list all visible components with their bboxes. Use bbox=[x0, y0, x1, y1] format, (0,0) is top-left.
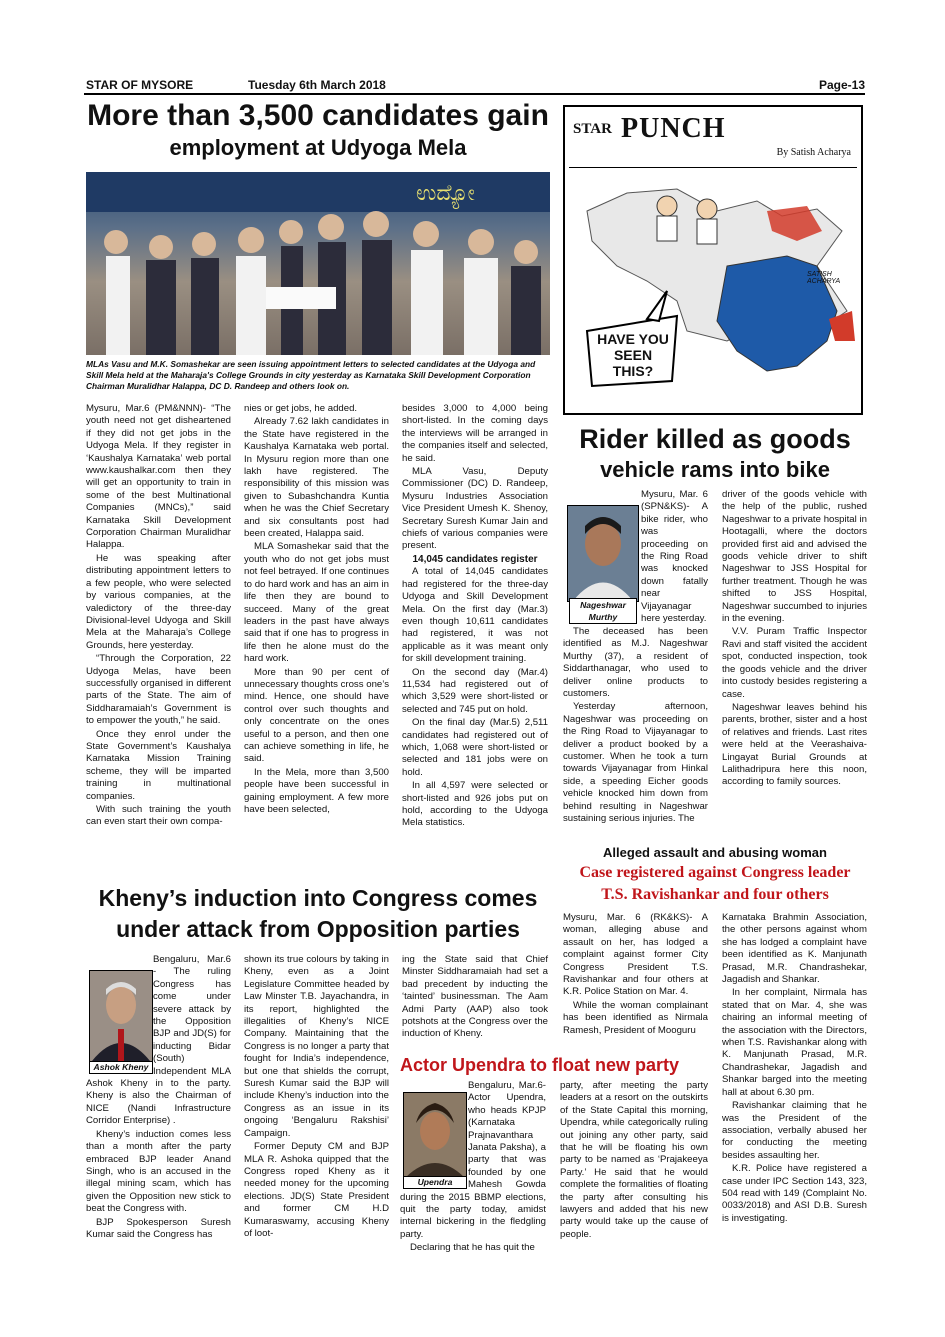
masthead-paper: STAR OF MYSORE bbox=[86, 78, 194, 92]
story1-headline-line1: More than 3,500 candidates gain bbox=[87, 99, 549, 132]
paragraph: Karnataka Brahmin Association, the other persons against whom she has lodged a complaint have been identified as K. Manjunath Prasad, M.R. Chandrashekar, Jagadish and Shankar. bbox=[722, 912, 867, 986]
story3-headline-line1: Case registered against Congress leader bbox=[579, 864, 851, 881]
story2-headline-line1: Rider killed as goods bbox=[579, 424, 851, 454]
paragraph: In her complaint, Nirmala has stated that on Mar. 4, she was chairing an informal meeting of the association with the Directors, when T.S. Ravishankar along with K. Manjunath Prasad, M.R. Chandrashekar, Jagadish and Shankar barged into the meeting hall at about 6.30 pm. bbox=[722, 987, 867, 1098]
paragraph: Declaring that he has quit the bbox=[410, 1242, 535, 1254]
story2-headline bbox=[563, 425, 867, 482]
story3-headline-line2: T.S. Ravishankar and four others bbox=[601, 886, 829, 903]
cartoon-punch: PUNCH bbox=[621, 113, 726, 144]
story1-headline-line2: employment at Udyoga Mela bbox=[169, 135, 467, 161]
masthead-date: Tuesday 6th March 2018 bbox=[248, 78, 386, 92]
paragraph: besides 3,000 to 4,000 being short-listed. In the coming days the interviews will be arranged in the companies itself and selected, he said. bbox=[402, 403, 548, 464]
story2-col1 bbox=[563, 489, 708, 827]
story5-col1 bbox=[400, 1080, 546, 1256]
group-photo-illustration bbox=[86, 172, 550, 355]
story1-caption: MLAs Vasu and M.K. Somashekar are seen issuing appointment letters to selected candidates at the Udyoga and Skill Mela held at the Maharaja's College Grounds in city yesterday as Karnataka Skill Development Corporation Chairman Muralidhar Halappa, DC D. Randeep and others look on. bbox=[86, 359, 536, 391]
story5-lead-text: Bengaluru, Mar.6- Actor Upendra, who heads KPJP (Karnataka Prajnavanthara Janata Paksha), a party that was founded by one Mahesh Gowda during the 2015 BBMP elections, quit the party today, amidst internal bickering in the fledgling party. bbox=[400, 1080, 546, 1240]
kheny-caption: Ashok Kheny bbox=[89, 1061, 153, 1074]
cartoon-signature: SATISH ACHARYA bbox=[807, 271, 841, 285]
paragraph: V.V. Puram Traffic Inspector Ravi and staff visited the accident spot, conducted inspection, took the goods vehicle and the driver into custody besides registering a case. bbox=[722, 626, 867, 700]
page-number: Page-13 bbox=[818, 78, 865, 92]
paragraph: Mysuru, Mar. 6 (SPN&KS)- A bike rider, who was proceeding on the Ring Road was knocked down fatally near Vijayanagar here yesterday. bbox=[641, 489, 708, 625]
paragraph: K.R. Police have registered a case under IPC Section 143, 323, 504 read with 149 (Complaint No. 0033/2018) and ASI D.B. Suresh is investigating. bbox=[722, 1163, 867, 1224]
story3-col2 bbox=[722, 912, 867, 1226]
story1-col3 bbox=[402, 403, 548, 831]
paragraph: A total of 14,045 candidates had registered for the three-day Udyoga and Skill Development Mela. On the first day (Mar.3) even though 10,611 candidates had registered, it was not applicable as it was meant only for skill development training. bbox=[402, 566, 548, 665]
story3-col1 bbox=[563, 912, 708, 1038]
cartoon-speech-bubble: HAVE YOU SEEN THIS? bbox=[597, 331, 669, 379]
paragraph: He was speaking after distributing appointment letters to a few people, who were selected by various companies, at the valedictory of the three-day Divisional-level Udyoga and Skill Mela at the Maharaja’s College Grounds, here yesterday. bbox=[86, 552, 231, 651]
paragraph: MLA Somashekar said that the youth who do not get jobs must not feel betrayed. If one continues to do hard work and has an aim in life then they are bound to succeed. Many of the great leaders in the past have always said that if one has to progress in life then he alone must do the hard work. bbox=[244, 541, 389, 665]
paragraph: “Through the Corporation, 22 Udyoga Melas, have been successfully organised in different parts of the State. The aim of Siddharamaiah’s Government is to empower the youth,” he said. bbox=[86, 653, 231, 727]
story2-headline-line2: vehicle rams into bike bbox=[600, 457, 830, 483]
story4-col2 bbox=[244, 954, 389, 1241]
cartoon-star: STAR bbox=[573, 121, 612, 137]
nageshwar-caption: Nageshwar Murthy bbox=[569, 598, 637, 624]
story1-subhead: 14,045 candidates register bbox=[412, 553, 538, 565]
header-rule bbox=[84, 93, 865, 95]
paragraph: While the woman complainant has been identified as Nirmala Ramesh, President of Mooguru bbox=[563, 999, 708, 1036]
paragraph: BJP Spokesperson Suresh Kumar said the Congress has bbox=[86, 1216, 231, 1240]
photo-wrap-spacer bbox=[86, 954, 153, 1066]
svg-text:ಉದ್ಯೋ: ಉದ್ಯೋ bbox=[416, 181, 475, 206]
paragraph: Ravishankar claiming that he was the President of the association, verbally abused her for conducting the meeting besides assaulting her. bbox=[722, 1100, 867, 1161]
story4-headline-line2: under attack from Opposition parties bbox=[116, 915, 520, 942]
story5-col2 bbox=[560, 1080, 708, 1242]
cartoon-rule bbox=[569, 167, 857, 168]
udyoga-mela-photo bbox=[86, 172, 550, 355]
paragraph bbox=[86, 954, 231, 1128]
paragraph: driver of the goods vehicle with the help of the public, rushed Nageshwar to a private hospital in Hootagalli, where the doctors provided first aid and advised the goods vehicle driver to shift Nageshwar to JSS Hospital for further treatment. Though he was shifted to JSS Hospital, Nageshwar succumbed to injuries in the evening. bbox=[722, 489, 867, 625]
paragraph: Mysuru, Mar.6 (PM&NNN)- “The youth need not get disheartened if they did not get jobs in the Udyoga Mela. If they register in ‘Kaushalya Karnataka’ web portal www.kaushalkar.com then they will get an opportunity to train in some of the best Multinational Companies (MNCs),” said Karnataka Skill Development Corporation Chairman Muralidhar Halappa. bbox=[86, 403, 231, 551]
upendra-caption: Upendra bbox=[403, 1176, 467, 1189]
paragraph: On the final day (Mar.5) 2,511 candidates had registered out of which, 1,068 were short-listed or selected and 181 jobs were on hold. bbox=[402, 717, 548, 778]
story4-col1 bbox=[86, 954, 231, 1242]
paragraph: nies or get jobs, he added. bbox=[244, 403, 358, 414]
paragraph: Once they enrol under the State Government’s Kaushalya Karnataka Mission Training scheme, they will be imparted training in multinational companies. bbox=[86, 728, 231, 802]
story4-col3 bbox=[402, 954, 548, 1042]
paragraph: ing the State said that Chief Minster Siddharamaiah had set a bad precedent by inducting the ‘tainted’ businessman. The Aam Admi Party (AAP) also took potshots at the Congress over the induction of Kheny. bbox=[402, 954, 548, 1040]
paragraph: party, after meeting the party leaders at a resort on the outskirts of the State Capital this morning, Upendra, while categorically ruling out joining any other party, said that he will be floating his own party to be named as ‘Prajakeeya Party.’ He said that he would complete the formalities of floating the party after consulting his lawyers and added that his new party would take up the cause of people. bbox=[560, 1080, 708, 1240]
paragraph: With such training the youth can even start their own compa- bbox=[86, 804, 231, 828]
paragraph bbox=[400, 1080, 546, 1241]
paragraph: More than 90 per cent of unnecessary thoughts cross one’s mind. Hence, one should have control over such thoughts and only concentrate on the ones useful to a person, and then one can achieve something in life, he said. bbox=[244, 666, 389, 765]
story1-col1 bbox=[86, 403, 231, 830]
story1-headline bbox=[84, 100, 552, 160]
story4-headline-line1: Kheny’s induction into Congress comes bbox=[98, 885, 538, 911]
story4-lead-text: Bengaluru, Mar.6 - The ruling Congress has come under severe attack by the Opposition BJP and JD(S) for inducting Bidar (South) Independent MLA Ashok Kheny in to the party. Kheny is also the Chairman of NICE (Nandi Infrastructure Corridor Enterprise) . bbox=[86, 954, 231, 1127]
paragraph: On the second day (Mar.4) 11,534 had registered out of which 3,529 were short-listed or selected and 745 put on hold. bbox=[402, 666, 548, 715]
paragraph: The deceased has been identified as M.J. Nageshwar Murthy (37), a resident of Siddarthanagar, who used to deliver online products to customers. bbox=[563, 626, 708, 700]
cartoon-map-illustration bbox=[567, 171, 859, 411]
photo-wrap-spacer bbox=[400, 1080, 468, 1190]
paragraph: In all 4,597 were selected or short-listed and 926 jobs put on hold, according to the Udyoga Mela statistics. bbox=[402, 780, 548, 829]
story3-kicker: Alleged assault and abusing woman bbox=[603, 845, 827, 860]
paragraph: Yesterday afternoon, Nageshwar was proceeding on the Ring Road to Vijayanagar to deliver a product booked by a customer. When he took a turn towards Vijayanagar from Hinkal side, a speeding Eicher goods vehicle knocked him down from behind resulting in Nageshwar sustaining serious injuries. The bbox=[563, 701, 708, 825]
story2-col2 bbox=[722, 489, 867, 790]
paragraph: Kheny’s induction comes less than a month after the party embraced BJP leader Anand Singh, who is an accused in the illegal mining scam, which has given the Opposition new stick to beat the Congress with. bbox=[86, 1128, 231, 1215]
star-punch-cartoon bbox=[563, 105, 863, 415]
story5-headline: Actor Upendra to float new party bbox=[400, 1055, 680, 1075]
paragraph: In the Mela, more than 3,500 people have been successful in gaining employment. A few more have been selected, bbox=[244, 766, 389, 815]
paragraph: Former Deputy CM and BJP MLA R. Ashoka quipped that the Congress roped Kheny as it needed money for the upcoming elections. JD(S) State President and former CM H.D Kumaraswamy, accusing Kheny of loot- bbox=[244, 1141, 389, 1239]
cartoon-byline: By Satish Acharya bbox=[776, 147, 851, 158]
paragraph: shown its true colours by taking in Kheny, even as a Joint Legislature Committee headed by Law Minster T.B. Jayachandra, in its report, highlighted the illegalities of Kheny’s NICE Company. Maintaining that the Congress is no longer a party that fought for India’s independence, but one that shields the corrupt, Suresh Kumar said the BJP will include Kheny’s induction into the Congress as an issue in its ongoing ‘Bengaluru Rakshisi’ Campaign. bbox=[244, 954, 389, 1139]
paragraph: MLA Vasu, Deputy Commissioner (DC) D. Randeep, Mysuru Industries Association Vice President Umesh K. Shenoy, Secretary Suresh Kumar Jain and chiefs of various companies were present. bbox=[402, 466, 548, 552]
paragraph: Mysuru, Mar. 6 (RK&KS)- A woman, alleging abuse and assault on her, has lodged a complaint against former City Congress President T.S. Ravishankar and four others at K.R. Police Station on Mar. 4. bbox=[563, 912, 708, 998]
story4-headline bbox=[84, 886, 552, 942]
paragraph: Nageshwar leaves behind his parents, brother, sister and a host of relatives and friends. Last rites were held at the Veerashaiva-Lingayat Burial Grounds at Lalithadripura here this noon, according to family sources. bbox=[722, 701, 867, 788]
paragraph: Already 7.62 lakh candidates in the State have registered in the Kaushalya Karnataka web portal. In Mysuru region more than one lakh have registered. The responsibility of this mission was given to Subashchandra Kuntia when he was the Chief Secretary and six consultants post had been created, Halappa said. bbox=[244, 416, 389, 540]
story1-col2 bbox=[244, 403, 389, 817]
